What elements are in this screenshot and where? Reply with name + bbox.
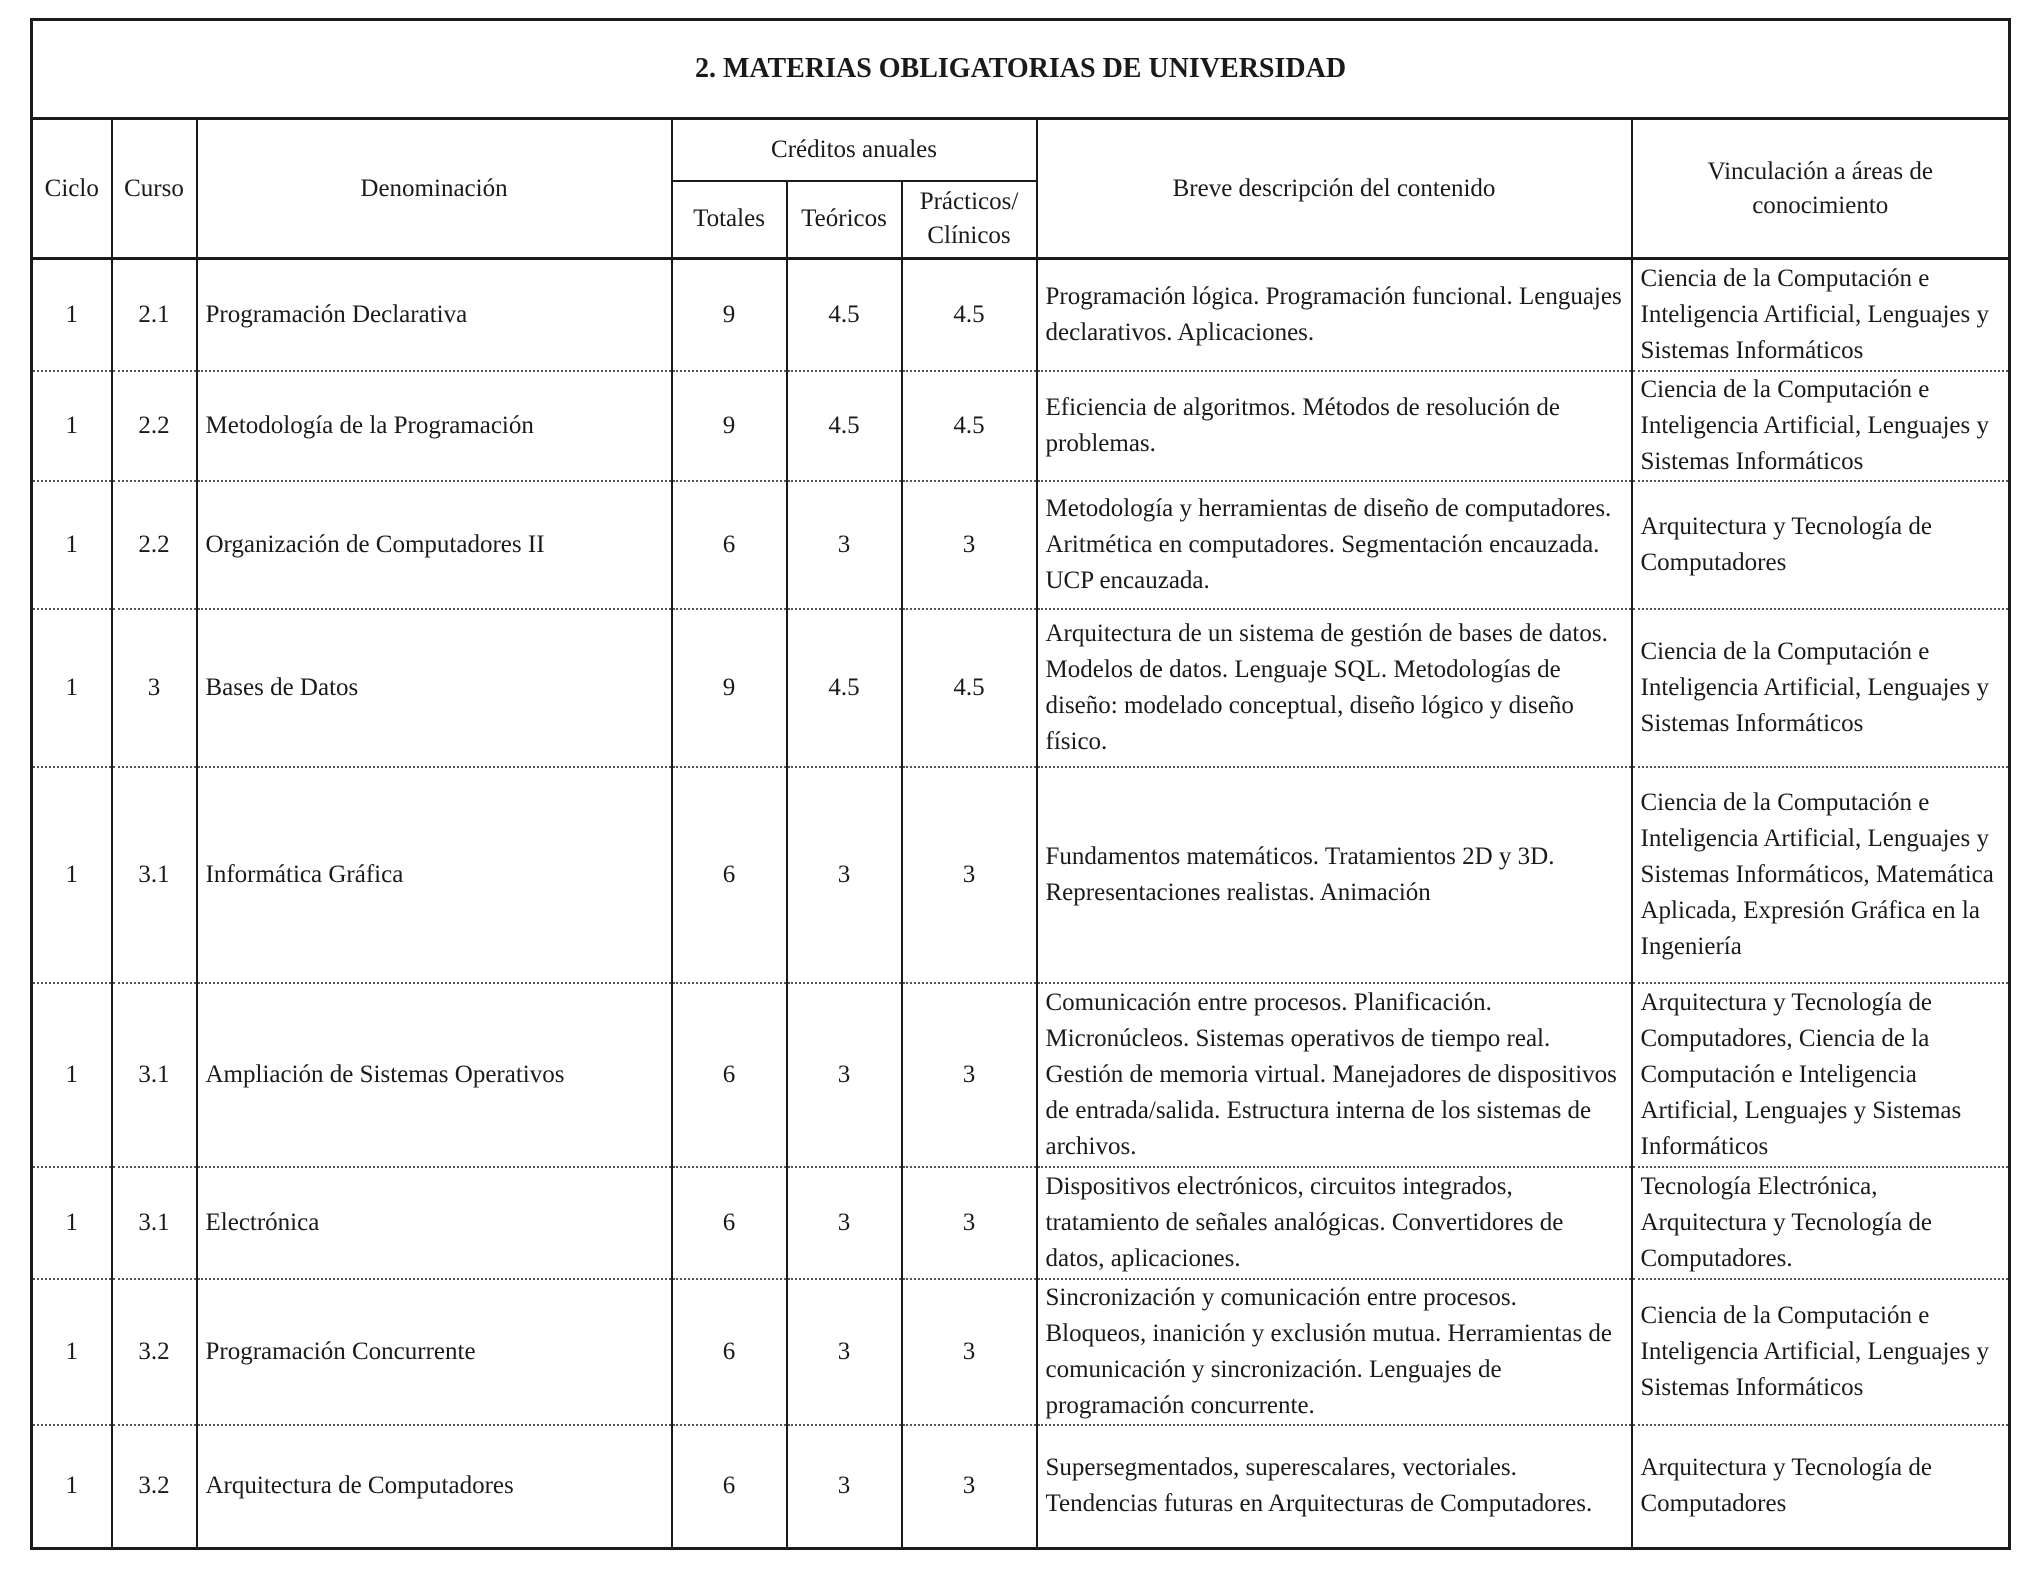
cell-denominacion: Metodología de la Programación [197, 371, 672, 481]
cell-denominacion: Electrónica [197, 1167, 672, 1279]
cell-vinculacion: Tecnología Electrónica, Arquitectura y Tecnología de Computadores. [1632, 1167, 2010, 1279]
table-row [32, 1167, 2010, 1279]
cell-practicos: 3 [902, 1279, 1037, 1425]
cell-totales: 9 [672, 609, 787, 767]
cell-practicos: 4.5 [902, 371, 1037, 481]
cell-descripcion: Comunicación entre procesos. Planificación. Micronúcleos. Sistemas operativos de tiempo real. Gestión de memoria virtual. Manejadores de dispositivos de entrada/salida. Estructura interna de los sistemas de archivos. [1037, 983, 1632, 1167]
cell-totales: 6 [672, 481, 787, 609]
table-row [32, 481, 2010, 609]
table-row [32, 259, 2010, 371]
cell-curso: 3.1 [112, 1167, 197, 1279]
cell-vinculacion: Ciencia de la Computación e Inteligencia Artificial, Lenguajes y Sistemas Informáticos [1632, 609, 2010, 767]
cell-practicos: 3 [902, 1425, 1037, 1549]
table-row [32, 371, 2010, 481]
header-totales: Totales [672, 181, 787, 259]
cell-denominacion: Programación Concurrente [197, 1279, 672, 1425]
cell-descripcion: Programación lógica. Programación funcional. Lenguajes declarativos. Aplicaciones. [1037, 259, 1632, 371]
cell-totales: 6 [672, 1167, 787, 1279]
table-row [32, 1425, 2010, 1549]
cell-curso: 2.1 [112, 259, 197, 371]
cell-totales: 9 [672, 371, 787, 481]
header-creditos-anuales: Créditos anuales [672, 119, 1037, 181]
cell-teoricos: 3 [787, 1279, 902, 1425]
table-row [32, 767, 2010, 983]
cell-practicos: 3 [902, 481, 1037, 609]
cell-ciclo: 1 [32, 259, 112, 371]
cell-curso: 3.1 [112, 983, 197, 1167]
cell-teoricos: 3 [787, 767, 902, 983]
cell-teoricos: 4.5 [787, 259, 902, 371]
cell-descripcion: Sincronización y comunicación entre procesos. Bloqueos, inanición y exclusión mutua. Herramientas de comunicación y sincronización. Lenguajes de programación concurrente. [1037, 1279, 1632, 1425]
cell-descripcion: Metodología y herramientas de diseño de computadores. Aritmética en computadores. Segmentación encauzada. UCP encauzada. [1037, 481, 1632, 609]
cell-practicos: 3 [902, 1167, 1037, 1279]
cell-descripcion: Fundamentos matemáticos. Tratamientos 2D y 3D. Representaciones realistas. Animación [1037, 767, 1632, 983]
cell-vinculacion: Arquitectura y Tecnología de Computadores [1632, 1425, 2010, 1549]
cell-curso: 2.2 [112, 481, 197, 609]
table-title: 2. MATERIAS OBLIGATORIAS DE UNIVERSIDAD [32, 20, 2010, 119]
cell-curso: 2.2 [112, 371, 197, 481]
cell-teoricos: 4.5 [787, 371, 902, 481]
cell-curso: 3 [112, 609, 197, 767]
cell-teoricos: 4.5 [787, 609, 902, 767]
cell-ciclo: 1 [32, 481, 112, 609]
header-teoricos: Teóricos [787, 181, 902, 259]
header-practicos: Prácticos/ Clínicos [902, 181, 1037, 259]
cell-ciclo: 1 [32, 1425, 112, 1549]
cell-practicos: 3 [902, 983, 1037, 1167]
cell-vinculacion: Arquitectura y Tecnología de Computadores, Ciencia de la Computación e Inteligencia Artificial, Lenguajes y Sistemas Informáticos [1632, 983, 2010, 1167]
cell-teoricos: 3 [787, 481, 902, 609]
cell-totales: 6 [672, 1279, 787, 1425]
cell-denominacion: Bases de Datos [197, 609, 672, 767]
cell-totales: 9 [672, 259, 787, 371]
table-row [32, 983, 2010, 1167]
cell-curso: 3.2 [112, 1425, 197, 1549]
cell-descripcion: Dispositivos electrónicos, circuitos integrados, tratamiento de señales analógicas. Convertidores de datos, aplicaciones. [1037, 1167, 1632, 1279]
cell-totales: 6 [672, 983, 787, 1167]
cell-denominacion: Informática Gráfica [197, 767, 672, 983]
cell-practicos: 4.5 [902, 259, 1037, 371]
header-descripcion: Breve descripción del contenido [1037, 119, 1632, 259]
cell-practicos: 3 [902, 767, 1037, 983]
cell-ciclo: 1 [32, 371, 112, 481]
cell-descripcion: Eficiencia de algoritmos. Métodos de resolución de problemas. [1037, 371, 1632, 481]
cell-ciclo: 1 [32, 983, 112, 1167]
cell-practicos: 4.5 [902, 609, 1037, 767]
cell-denominacion: Arquitectura de Computadores [197, 1425, 672, 1549]
cell-totales: 6 [672, 767, 787, 983]
cell-vinculacion: Ciencia de la Computación e Inteligencia Artificial, Lenguajes y Sistemas Informáticos, Matemática Aplicada, Expresión Gráfica en la Ingeniería [1632, 767, 2010, 983]
cell-ciclo: 1 [32, 1279, 112, 1425]
cell-denominacion: Organización de Computadores II [197, 481, 672, 609]
cell-vinculacion: Ciencia de la Computación e Inteligencia Artificial, Lenguajes y Sistemas Informáticos [1632, 1279, 2010, 1425]
materias-table [30, 18, 2011, 1550]
cell-teoricos: 3 [787, 1425, 902, 1549]
cell-descripcion: Arquitectura de un sistema de gestión de bases de datos. Modelos de datos. Lenguaje SQL. Metodologías de diseño: modelado conceptual, diseño lógico y diseño físico. [1037, 609, 1632, 767]
table-row [32, 609, 2010, 767]
cell-vinculacion: Ciencia de la Computación e Inteligencia Artificial, Lenguajes y Sistemas Informáticos [1632, 259, 2010, 371]
cell-vinculacion: Arquitectura y Tecnología de Computadores [1632, 481, 2010, 609]
header-ciclo: Ciclo [32, 119, 112, 259]
table-row [32, 1279, 2010, 1425]
table-body [32, 259, 2010, 1549]
cell-teoricos: 3 [787, 983, 902, 1167]
cell-curso: 3.1 [112, 767, 197, 983]
cell-descripcion: Supersegmentados, superescalares, vectoriales. Tendencias futuras en Arquitecturas de Computadores. [1037, 1425, 1632, 1549]
cell-teoricos: 3 [787, 1167, 902, 1279]
header-denominacion: Denominación [197, 119, 672, 259]
cell-denominacion: Ampliación de Sistemas Operativos [197, 983, 672, 1167]
cell-ciclo: 1 [32, 609, 112, 767]
cell-curso: 3.2 [112, 1279, 197, 1425]
cell-vinculacion: Ciencia de la Computación e Inteligencia Artificial, Lenguajes y Sistemas Informáticos [1632, 371, 2010, 481]
cell-ciclo: 1 [32, 767, 112, 983]
cell-denominacion: Programación Declarativa [197, 259, 672, 371]
header-curso: Curso [112, 119, 197, 259]
course-table-document [30, 18, 2008, 1550]
cell-totales: 6 [672, 1425, 787, 1549]
header-vinculacion: Vinculación a áreas de conocimiento [1632, 119, 2010, 259]
cell-ciclo: 1 [32, 1167, 112, 1279]
